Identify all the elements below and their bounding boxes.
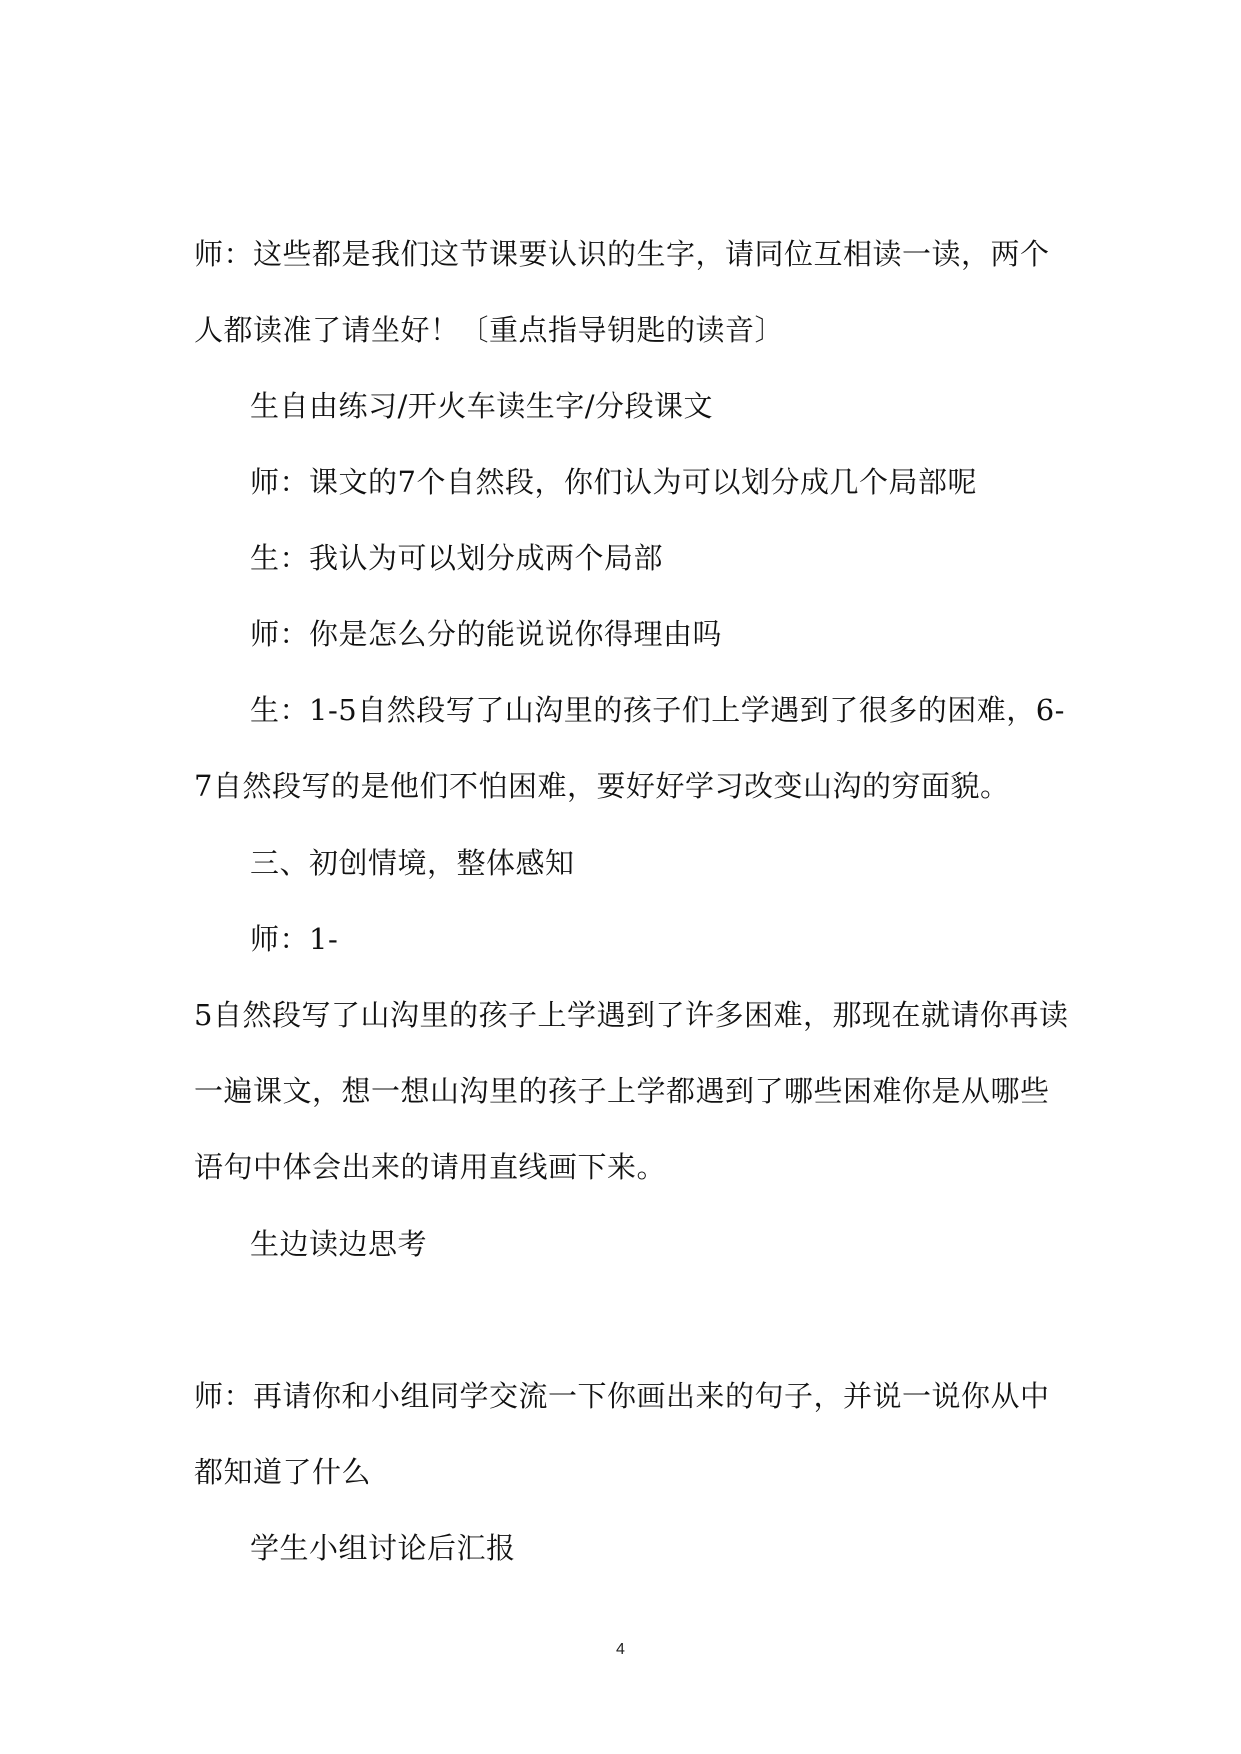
text-line-11: 5自然段写了山沟里的孩子上学遇到了许多困难，那现在就请你再读 bbox=[194, 998, 1069, 1032]
text-line-2: 人都读准了请坐好！〔重点指导钥匙的读音〕 bbox=[194, 313, 785, 347]
text-line-7: 生：1-5自然段写了山沟里的孩子们上学遇到了很多的困难，6- bbox=[250, 693, 1065, 727]
text-line-5: 生：我认为可以划分成两个局部 bbox=[250, 541, 664, 575]
text-line-4: 师：课文的7个自然段，你们认为可以划分成几个局部呢 bbox=[250, 465, 977, 499]
text-line-17: 学生小组讨论后汇报 bbox=[250, 1531, 516, 1565]
text-line-8: 7自然段写的是他们不怕困难，要好好学习改变山沟的穷面貌。 bbox=[194, 769, 1010, 803]
text-line-10: 师：1- bbox=[250, 922, 339, 956]
page-number: 4 bbox=[616, 1641, 625, 1658]
text-line-15: 师：再请你和小组同学交流一下你画出来的句子，并说一说你从中 bbox=[194, 1379, 1050, 1413]
text-line-1: 师：这些都是我们这节课要认识的生字，请同位互相读一读，两个 bbox=[194, 237, 1050, 271]
text-line-9: 三、初创情境，整体感知 bbox=[250, 846, 575, 880]
text-line-6: 师：你是怎么分的能说说你得理由吗 bbox=[250, 617, 723, 651]
text-line-16: 都知道了什么 bbox=[194, 1455, 372, 1489]
text-line-13: 语句中体会出来的请用直线画下来。 bbox=[194, 1150, 667, 1184]
text-line-12: 一遍课文，想一想山沟里的孩子上学都遇到了哪些困难你是从哪些 bbox=[194, 1074, 1050, 1108]
text-line-14: 生边读边思考 bbox=[250, 1227, 428, 1261]
text-line-3: 生自由练习/开火车读生字/分段课文 bbox=[250, 389, 714, 423]
